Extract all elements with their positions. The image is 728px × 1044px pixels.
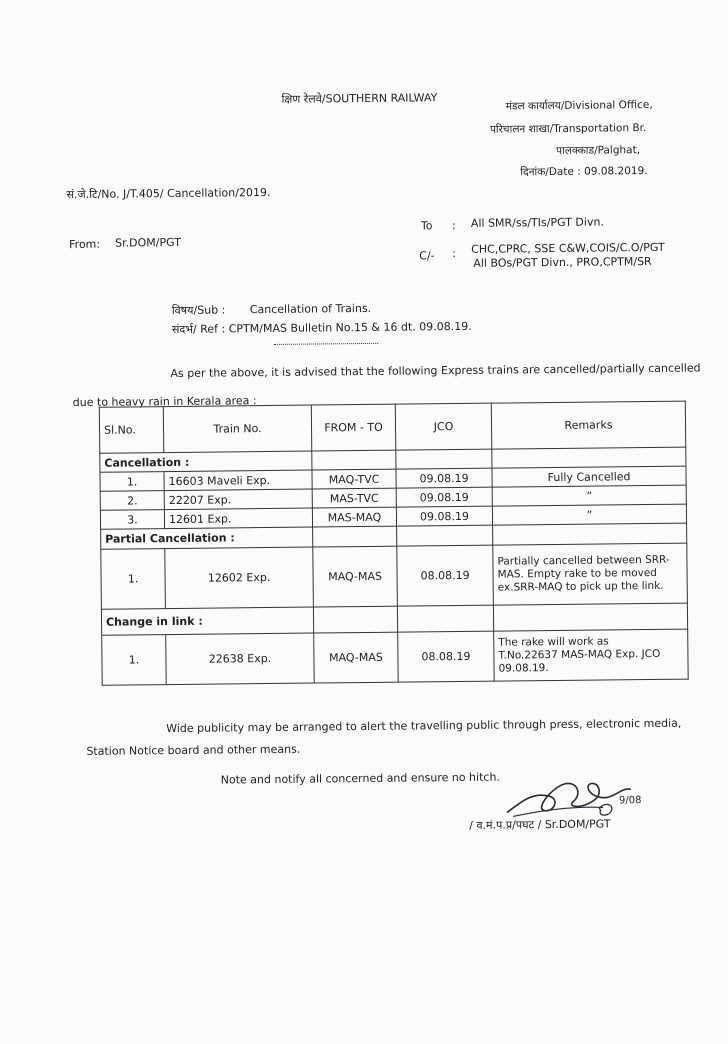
change-remarks: The rake will work as T.No.22637 MAS-MAQ Exp. JCO 09.08.19. xyxy=(494,629,689,681)
office-line-3: पालक्काड/Palghat, xyxy=(556,144,641,157)
subject-text: Cancellation of Trains. xyxy=(249,301,372,317)
cc-label: C/- xyxy=(419,249,435,263)
header-sl-no: Sl.No. xyxy=(99,407,163,454)
table-row: 1. 16603 Maveli Exp. MAQ-TVC 09.08.19 Fully Cancelled xyxy=(100,466,686,491)
paragraph-1-line-1: As per the above, it is advised that the following Express trains are cancelled/partially cancelled xyxy=(170,361,701,381)
to-value: All SMR/ss/TIs/PGT Divn. xyxy=(470,215,604,230)
date-line: दिनांक/Date : 09.08.2019. xyxy=(520,165,648,179)
table-row: 3. 12601 Exp. MAS-MAQ 09.08.19 ” xyxy=(100,504,686,529)
reference-number: सं.जे.टि/No. J/T.405/ Cancellation/2019. xyxy=(66,185,271,202)
trains-table xyxy=(99,401,689,686)
signatory-designation: / व.मं.प.प्र/पघट / Sr.DOM/PGT xyxy=(469,817,611,832)
to-label: To xyxy=(420,219,433,233)
subject-label: विषय/Sub : xyxy=(171,303,226,318)
section-change-in-link: Change in link : xyxy=(101,607,313,635)
from-label: From: xyxy=(69,237,101,252)
section-partial-cancellation: Partial Cancellation : xyxy=(101,527,313,549)
header-train-no: Train No. xyxy=(163,405,311,453)
from-value: Sr.DOM/PGT xyxy=(115,235,181,250)
paragraph-3: Note and notify all concerned and ensure no hitch. xyxy=(220,770,500,787)
office-line-1: मंडल कार्यालय/Divisional Office, xyxy=(505,98,653,113)
table-header-row xyxy=(99,401,685,453)
paragraph-2-line-1: Wide publicity may be arranged to alert the travelling public through press, electronic media, xyxy=(166,716,682,736)
signature-date: 9/08 xyxy=(618,795,642,807)
partial-remarks: Partially cancelled between SRR- MAS. Empty rake to be moved ex.SRR-MAQ to pick up the link. xyxy=(493,543,688,605)
railway-name: क्षिण रेलवे/SOUTHERN RAILWAY xyxy=(281,91,438,106)
header-from-to: FROM - TO xyxy=(311,404,395,451)
paragraph-1-line-2: due to heavy rain in Kerala area : xyxy=(72,394,257,410)
table-row: 2. 22207 Exp. MAS-TVC 09.08.19 ” xyxy=(100,485,686,510)
to-colon: : xyxy=(451,219,456,233)
header-remarks: Remarks xyxy=(491,401,685,449)
section-cancellation: Cancellation : xyxy=(100,451,312,472)
cc-colon: : xyxy=(452,247,457,261)
reference-line: संदर्भ/ Ref : CPTM/MAS Bulletin No.15 & 16 dt. 09.08.19. xyxy=(171,319,472,336)
cc-line-1: CHC,CPRC, SSE C&W,COIS/C.O/PGT xyxy=(471,240,665,256)
paragraph-2-line-2: Station Notice board and other means. xyxy=(86,742,301,758)
office-line-2: परिचालन शाखा/Transportation Br. xyxy=(489,122,647,136)
table-row: 1. 22638 Exp. MAQ-MAS 08.08.19 The rake will work as T.No.22637 MAS-MAQ Exp. JCO 09.08.19. xyxy=(102,629,688,685)
table-row: 1. 12602 Exp. MAQ-MAS 08.08.19 Partially cancelled between SRR- MAS. Empty rake to be moved ex.SRR-MAQ to pick up the link. xyxy=(101,543,688,609)
cc-line-2: All BOs/PGT Divn., PRO,CPTM/SR xyxy=(473,254,652,270)
header-jco: JCO xyxy=(395,403,491,450)
dotted-rule xyxy=(274,343,378,345)
